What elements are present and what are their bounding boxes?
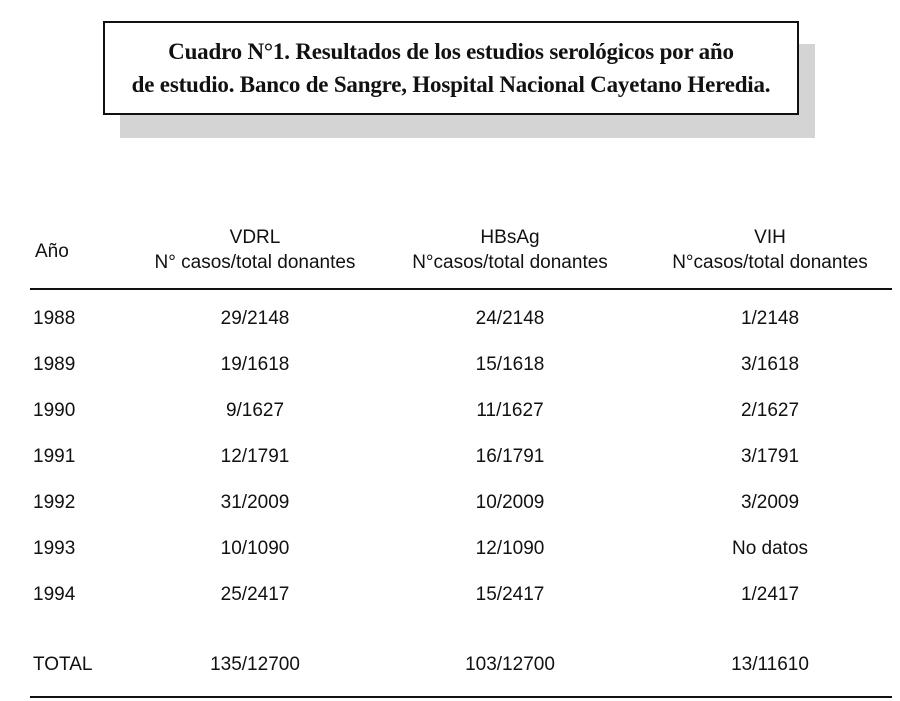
cell-vih: 1/2417 (740, 584, 800, 605)
cell-vdrl: 12/1791 (220, 446, 290, 467)
cell-vdrl: 29/2148 (220, 308, 290, 329)
table-header (30, 223, 892, 290)
table-row (30, 436, 892, 482)
caption-line-1: Cuadro N°1. Resultados de los estudios serológicos por año (168, 39, 734, 64)
header-vdrl (130, 225, 380, 275)
cell-year: 1990 (33, 400, 76, 421)
header-vih-sub: N°casos/total donantes (672, 252, 868, 273)
table-body (30, 298, 892, 620)
cell-hbsag: 15/1618 (475, 354, 545, 375)
total-hbsag: 103/12700 (465, 654, 555, 675)
table-row (30, 482, 892, 528)
header-vdrl-sub: N° casos/total donantes (154, 252, 356, 273)
total-row (30, 646, 892, 698)
results-table (30, 223, 892, 698)
header-vih (645, 225, 895, 275)
cell-vih: No datos (731, 538, 809, 559)
table-row (30, 344, 892, 390)
cell-vih: 3/2009 (740, 492, 800, 513)
cell-vdrl: 25/2417 (220, 584, 290, 605)
table-row (30, 574, 892, 620)
cell-hbsag: 11/1627 (476, 400, 544, 421)
cell-year: 1988 (33, 308, 76, 329)
table-row (30, 390, 892, 436)
total-label: TOTAL (33, 654, 93, 675)
cell-year: 1992 (33, 492, 76, 513)
cell-vih: 3/1791 (740, 446, 800, 467)
cell-year: 1994 (33, 584, 76, 605)
cell-hbsag: 15/2417 (475, 584, 545, 605)
cell-year: 1993 (33, 538, 76, 559)
header-vdrl-name: VDRL (229, 227, 281, 248)
total-vdrl: 135/12700 (210, 654, 300, 675)
cell-vih: 3/1618 (740, 354, 800, 375)
cell-hbsag: 24/2148 (475, 308, 545, 329)
header-year: Año (35, 241, 69, 262)
cell-vih: 2/1627 (740, 400, 800, 421)
cell-year: 1991 (33, 446, 76, 467)
total-vih: 13/11610 (731, 654, 809, 675)
cell-vdrl: 9/1627 (225, 400, 285, 421)
header-hbsag-name: HBsAg (480, 227, 540, 248)
cell-hbsag: 16/1791 (475, 446, 545, 467)
cell-hbsag: 12/1090 (475, 538, 545, 559)
cell-vdrl: 31/2009 (220, 492, 290, 513)
caption-line-2: de estudio. Banco de Sangre, Hospital Nacional Cayetano Heredia. (131, 72, 771, 97)
cell-hbsag: 10/2009 (475, 492, 545, 513)
header-hbsag-sub: N°casos/total donantes (412, 252, 608, 273)
cell-vih: 1/2148 (740, 308, 800, 329)
cell-year: 1989 (33, 354, 76, 375)
header-vih-name: VIH (754, 227, 786, 248)
table-row (30, 528, 892, 574)
table-caption (103, 21, 799, 115)
cell-vdrl: 10/1090 (220, 538, 290, 559)
table-row (30, 298, 892, 344)
cell-vdrl: 19/1618 (220, 354, 290, 375)
header-hbsag (385, 225, 635, 275)
